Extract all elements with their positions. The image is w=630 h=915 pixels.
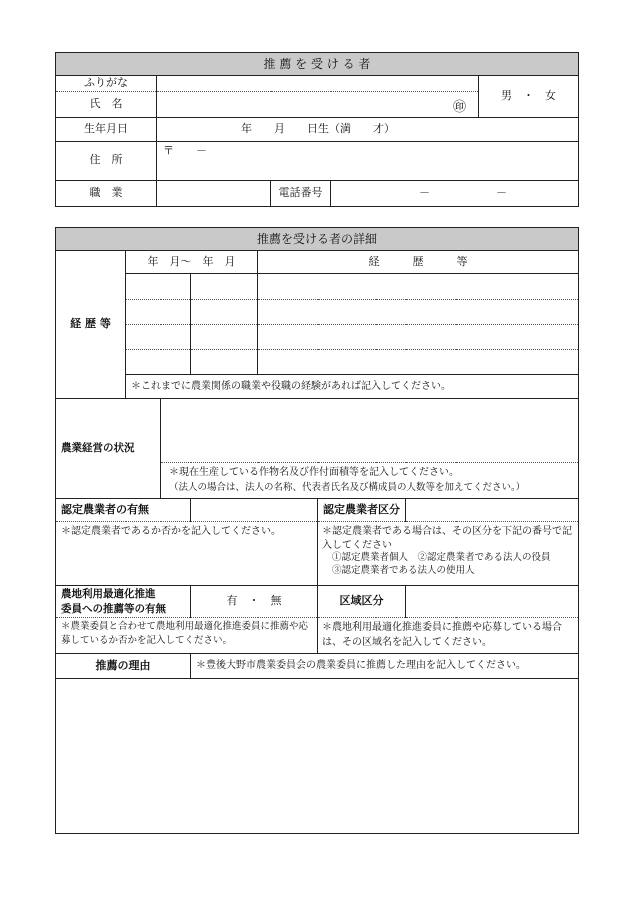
period-header: 年 月～ 年 月 [126, 251, 258, 274]
farming-label: 農業経営の状況 [56, 399, 161, 499]
farming-note-line1: ＊現在生産している作物名及び作付面積等を記入してください。 [169, 467, 459, 479]
address-field[interactable] [157, 141, 579, 180]
gender-field[interactable]: 男 ・ 女 [479, 76, 579, 118]
reason-field[interactable] [56, 679, 579, 834]
certified-type-note-block [318, 522, 579, 586]
address-label: 住 所 [56, 141, 157, 180]
career-cell[interactable] [258, 325, 579, 350]
period-end-cell[interactable] [191, 300, 258, 325]
certified-field[interactable] [191, 499, 318, 522]
detail-section-title: 推薦を受ける者の詳細 [56, 228, 579, 251]
nominee-section-title: 推 薦 を 受 け る 者 [56, 53, 579, 76]
certified-type-field[interactable] [406, 499, 579, 522]
phone-field[interactable]: － － [331, 180, 579, 206]
farming-note [161, 463, 579, 499]
reason-note: ＊豊後大野市農業委員会の農業委員に推薦した理由を記入してください。 [191, 654, 579, 679]
nominee-detail-table [55, 227, 579, 834]
name-label: 氏 名 [56, 91, 157, 117]
period-end-cell[interactable] [191, 350, 258, 375]
career-cell[interactable] [258, 350, 579, 375]
farming-note-line2: （法人の場合は、法人の名称、代表者氏名及び構成員の人数等を加えてください。） [169, 481, 526, 493]
land-committee-label-line2: 委員への推薦等の有無 [61, 602, 166, 615]
birthdate-label: 生年月日 [56, 117, 157, 141]
certified-note: ＊認定農業者であるか否かを記入してください。 [56, 522, 318, 586]
occupation-label: 職 業 [56, 180, 157, 206]
period-start-cell[interactable] [126, 350, 191, 375]
period-end-cell[interactable] [191, 274, 258, 300]
career-cell[interactable] [258, 274, 579, 300]
certified-type-label: 認定農業者区分 [318, 499, 406, 522]
reason-label: 推薦の理由 [56, 654, 191, 679]
land-committee-label-line1: 農地利用最適化推進 [61, 588, 156, 601]
area-label: 区域区分 [318, 586, 406, 618]
land-committee-field[interactable]: 有 ・ 無 [191, 586, 318, 618]
land-committee-label [56, 586, 191, 618]
furigana-label: ふりがな [56, 76, 157, 92]
furigana-field[interactable] [157, 76, 479, 92]
land-committee-note: ＊農業委員と合わせて農地利用最適化推進委員に推薦や応募しているか否かを記入してください。 [56, 618, 318, 654]
period-end-cell[interactable] [191, 325, 258, 350]
seal-mark: ㊞ [452, 100, 466, 116]
career-note: ＊これまでに農業関係の職業や役職の経験があれば記入してください。 [126, 375, 579, 399]
period-start-cell[interactable] [126, 325, 191, 350]
career-label: 経 歴 等 [56, 251, 126, 399]
certified-label: 認定農業者の有無 [56, 499, 191, 522]
occupation-field[interactable] [157, 180, 271, 206]
farming-field[interactable] [161, 399, 579, 463]
certified-type-note: ＊認定農業者である場合は、その区分を下記の番号で記入してください [322, 526, 572, 551]
career-cell[interactable] [258, 300, 579, 325]
career-header: 経 歴 等 [258, 251, 579, 274]
period-start-cell[interactable] [126, 300, 191, 325]
area-note: ＊農地利用最適化推進委員に推薦や応募している場合は、その区域名を記入してください。 [318, 618, 579, 654]
nominee-table [55, 52, 579, 207]
certified-option-2: ③認定農業者である法人の使用人 [332, 564, 475, 576]
birthdate-field[interactable]: 年 月 日生（満 才） [157, 117, 579, 141]
period-start-cell[interactable] [126, 274, 191, 300]
area-field[interactable] [406, 586, 579, 618]
name-field[interactable] [157, 91, 479, 117]
postal-mark: 〒 － [163, 143, 207, 157]
certified-option-1: ①認定農業者個人 ②認定農業者である法人の役員 [332, 552, 551, 563]
phone-label: 電話番号 [271, 180, 331, 206]
